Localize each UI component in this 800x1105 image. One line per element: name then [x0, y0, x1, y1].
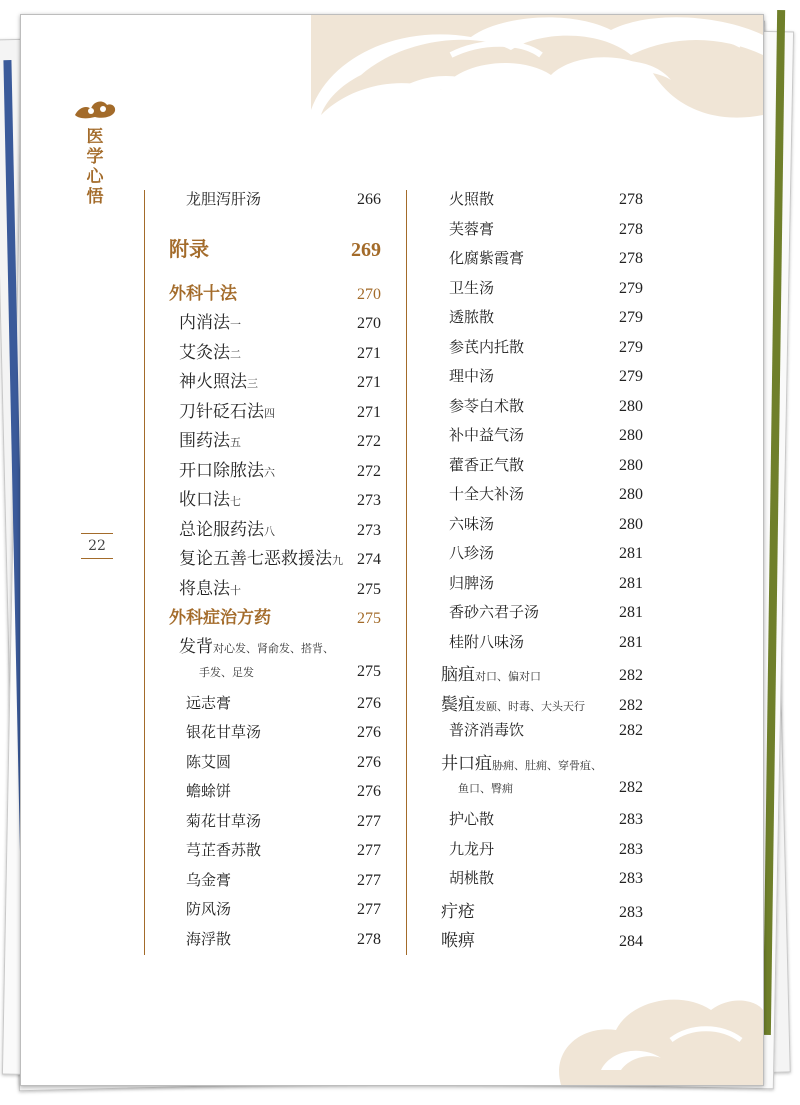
toc-entry-ordinal: 七: [230, 495, 241, 508]
toc-entry[interactable]: [186, 188, 381, 209]
toc-entry-ordinal: 十: [230, 584, 241, 597]
toc-entry-ordinal: 三: [247, 377, 258, 390]
toc-entry-title: 开口除脓法六: [179, 461, 275, 481]
toc-entry[interactable]: [449, 572, 643, 593]
toc-entry-title: 艾灸法二: [179, 343, 241, 363]
toc-entry-page: 280: [619, 398, 643, 415]
toc-entry-page: 279: [619, 280, 643, 297]
toc-entry-page: 275: [357, 610, 381, 627]
page-number: 22: [88, 538, 106, 554]
toc-entry-title: 护心散: [449, 810, 495, 828]
toc-entry[interactable]: [179, 456, 381, 481]
toc-entry-title: 海浮散: [186, 930, 232, 948]
toc-entry[interactable]: [441, 897, 643, 922]
toc-entry-page: 279: [619, 339, 643, 356]
toc-entry-page: 278: [619, 191, 643, 208]
toc-entry-page: 282: [619, 722, 643, 739]
toc-entry-page: 279: [619, 309, 643, 326]
toc-entry-continuation[interactable]: [199, 663, 381, 681]
toc-entry-title: 桂附八味汤: [449, 633, 525, 651]
toc-entry-page: 281: [619, 545, 643, 562]
toc-entry-page: 283: [619, 841, 643, 858]
toc-entry[interactable]: [449, 395, 643, 416]
toc-entry-multiline[interactable]: [179, 632, 381, 657]
toc-entry-title: 将息法十: [179, 579, 241, 599]
toc-entry[interactable]: [449, 808, 643, 829]
toc-entry-page: 271: [357, 345, 381, 362]
toc-entry-title: 内消法一: [179, 313, 241, 333]
toc-entry[interactable]: [449, 542, 643, 563]
toc-entry-page: 266: [357, 191, 381, 208]
toc-entry-page: 282: [619, 697, 643, 714]
toc-entry[interactable]: [186, 721, 381, 742]
toc-entry-page: 280: [619, 427, 643, 444]
toc-entry-page: 277: [357, 901, 381, 918]
toc-entry-title: 银花甘草汤: [186, 723, 262, 741]
toc-entry-title: 透脓散: [449, 308, 495, 326]
toc-entry-title: 参芪内托散: [449, 338, 525, 356]
toc-entry-page: 282: [619, 779, 643, 796]
toc-entry-title: 香砂六君子汤: [449, 603, 540, 621]
toc-entry[interactable]: [186, 780, 381, 801]
toc-entry-note: 发颐、时毒、大头天行: [475, 700, 585, 713]
toc-entry-note-continued: 鱼口、臀痈: [458, 782, 513, 795]
toc-entry[interactable]: [449, 218, 643, 239]
book-page: [20, 14, 764, 1086]
toc-entry-page: 271: [357, 404, 381, 421]
toc-entry-title: 十全大补汤: [449, 485, 525, 503]
toc-entry-note-continued: 手发、足发: [199, 666, 254, 679]
toc-entry-title: 复论五善七恶救援法九: [179, 549, 343, 569]
toc-entry-page: 278: [619, 250, 643, 267]
toc-entry-ordinal: 四: [264, 407, 275, 420]
toc-entry[interactable]: [186, 692, 381, 713]
cloud-logo-icon: [73, 97, 117, 121]
toc-entry[interactable]: [179, 308, 381, 333]
toc-entry[interactable]: [449, 306, 643, 327]
toc-entry[interactable]: [449, 631, 643, 652]
toc-entry-title: 龙胆泻肝汤: [186, 190, 262, 208]
book-title-vertical: 医学心悟: [86, 127, 104, 207]
toc-entry-page: 283: [619, 904, 643, 921]
toc-entry-page: 276: [357, 783, 381, 800]
toc-entry[interactable]: [449, 424, 643, 445]
toc-entry-page: 275: [357, 663, 381, 680]
toc-entry[interactable]: [449, 483, 643, 504]
toc-entry-page: 281: [619, 604, 643, 621]
toc-entry-page: 276: [357, 695, 381, 712]
toc-entry-title: 归脾汤: [449, 574, 495, 592]
toc-entry-page: 270: [357, 315, 381, 332]
toc-entry-title: 卫生汤: [449, 279, 495, 297]
toc-entry-ordinal: 六: [264, 466, 275, 479]
toc-entry-title: 八珍汤: [449, 544, 495, 562]
cloud-decoration-top: [271, 15, 763, 145]
toc-entry[interactable]: [449, 601, 643, 622]
toc-entry-page: 278: [357, 931, 381, 948]
toc-entry-ordinal: 八: [264, 525, 275, 538]
toc-entry-title: 喉痹: [441, 931, 475, 951]
toc-entry-page: 276: [357, 754, 381, 771]
toc-entry-page: 272: [357, 463, 381, 480]
toc-entry-title: 鬓疽发颐、时毒、大头天行: [441, 695, 585, 715]
toc-entry-title: 九龙丹: [449, 840, 495, 858]
toc-entry-title: 防风汤: [186, 900, 232, 918]
toc-entry-title: 蟾蜍饼: [186, 782, 232, 800]
toc-section-heading[interactable]: [169, 279, 381, 304]
toc-entry[interactable]: [179, 397, 381, 422]
toc-entry[interactable]: [449, 454, 643, 475]
toc-entry-title: 疔疮: [441, 902, 475, 922]
toc-entry-title: 藿香正气散: [449, 456, 525, 474]
toc-entry-title: 神火照法三: [179, 372, 258, 392]
toc-entry-title: 菊花甘草汤: [186, 812, 262, 830]
toc-entry-page: 273: [357, 492, 381, 509]
toc-entry-page: 280: [619, 486, 643, 503]
toc-entry-ordinal: 一: [230, 318, 241, 331]
toc-entry-page: 274: [357, 551, 381, 568]
toc-entry-page: 269: [351, 239, 381, 261]
toc-entry-page: 270: [357, 286, 381, 303]
toc-entry-title: 收口法七: [179, 490, 241, 510]
toc-entry[interactable]: [186, 928, 381, 949]
toc-entry-page: 282: [619, 667, 643, 684]
toc-entry-note: 对心发、肾俞发、搭背、: [213, 642, 334, 655]
page-number-rule: [81, 558, 113, 559]
toc-entry[interactable]: [449, 513, 643, 534]
toc-entry[interactable]: [449, 838, 643, 859]
toc-entry[interactable]: [179, 574, 381, 599]
toc-entry-title: 乌金膏: [186, 871, 232, 889]
toc-entry-page: 273: [357, 522, 381, 539]
toc-entry[interactable]: [449, 277, 643, 298]
toc-entry[interactable]: [449, 867, 643, 888]
toc-entry[interactable]: [179, 515, 381, 540]
toc-entry[interactable]: [186, 839, 381, 860]
toc-entry-title: 总论服药法八: [179, 520, 275, 540]
toc-entry[interactable]: [449, 336, 643, 357]
toc-entry[interactable]: [186, 898, 381, 919]
toc-entry-page: 272: [357, 433, 381, 450]
toc-entry-note: 对口、偏对口: [475, 670, 541, 683]
toc-entry-page: 284: [619, 933, 643, 950]
toc-entry-title: 六味汤: [449, 515, 495, 533]
toc-entry-title: 化腐紫霞膏: [449, 249, 525, 267]
toc-entry-title: 芙蓉膏: [449, 220, 495, 238]
toc-entry[interactable]: [449, 365, 643, 386]
column-divider-right: [406, 190, 407, 955]
toc-entry[interactable]: [186, 810, 381, 831]
toc-entry-note: 胁痈、肚痈、穿骨疽、: [492, 759, 602, 772]
toc-entry-title: 远志膏: [186, 694, 232, 712]
toc-entry-page: 280: [619, 516, 643, 533]
toc-entry-continuation[interactable]: [458, 779, 643, 797]
toc-entry-title: 发背对心发、肾俞发、搭背、: [179, 637, 334, 657]
toc-entry-page: 283: [619, 870, 643, 887]
toc-entry-title: 陈艾圆: [186, 753, 232, 771]
toc-entry-title: 围药法五: [179, 431, 241, 451]
toc-entry-ordinal: 二: [230, 348, 241, 361]
toc-entry-page: 277: [357, 813, 381, 830]
toc-entry-title: 参苓白术散: [449, 397, 525, 415]
toc-entry[interactable]: [441, 660, 643, 685]
toc-entry-page: 278: [619, 221, 643, 238]
toc-entry-title: 火照散: [449, 190, 495, 208]
toc-entry[interactable]: [441, 926, 643, 951]
toc-entry-title: 芎芷香苏散: [186, 841, 262, 859]
toc-entry[interactable]: [441, 690, 643, 715]
toc-entry[interactable]: [449, 247, 643, 268]
toc-entry-page: 280: [619, 457, 643, 474]
toc-entry-title: 胡桃散: [449, 869, 495, 887]
toc-entry-title: 井口疽胁痈、肚痈、穿骨疽、: [441, 754, 602, 774]
toc-entry[interactable]: [186, 751, 381, 772]
column-divider-left: [144, 190, 145, 955]
toc-entry-page: 279: [619, 368, 643, 385]
toc-entry-multiline[interactable]: [441, 749, 643, 774]
toc-entry-title: 补中益气汤: [449, 426, 525, 444]
toc-entry[interactable]: [449, 719, 643, 740]
toc-entry-page: 277: [357, 842, 381, 859]
toc-section-heading[interactable]: [169, 603, 381, 628]
toc-entry[interactable]: [179, 426, 381, 451]
toc-entry[interactable]: [179, 544, 381, 569]
toc-entry-ordinal: 九: [332, 554, 343, 567]
toc-entry-page: 281: [619, 634, 643, 651]
toc-entry-title: 理中汤: [449, 367, 495, 385]
toc-entry-title: 外科症治方药: [169, 608, 271, 628]
toc-entry-page: 276: [357, 724, 381, 741]
toc-entry[interactable]: [179, 338, 381, 363]
toc-entry-page: 283: [619, 811, 643, 828]
toc-entry-page: 281: [619, 575, 643, 592]
toc-heading-appendix[interactable]: [169, 233, 381, 262]
toc-entry-title: 脑疽对口、偏对口: [441, 665, 541, 685]
toc-entry[interactable]: [179, 485, 381, 510]
cloud-decoration-bottom: [541, 970, 763, 1085]
toc-entry-ordinal: 五: [230, 436, 241, 449]
toc-entry-title: 外科十法: [169, 284, 237, 304]
toc-entry-title: 刀针砭石法四: [179, 402, 275, 422]
page-number-block: [81, 533, 113, 559]
toc-entry[interactable]: [186, 869, 381, 890]
toc-entry-page: 271: [357, 374, 381, 391]
toc-entry-title: 普济消毒饮: [449, 721, 525, 739]
toc-entry[interactable]: [179, 367, 381, 392]
toc-entry-page: 277: [357, 872, 381, 889]
toc-entry[interactable]: [449, 188, 643, 209]
toc-entry-page: 275: [357, 581, 381, 598]
toc-entry-title: 附录: [169, 237, 209, 261]
